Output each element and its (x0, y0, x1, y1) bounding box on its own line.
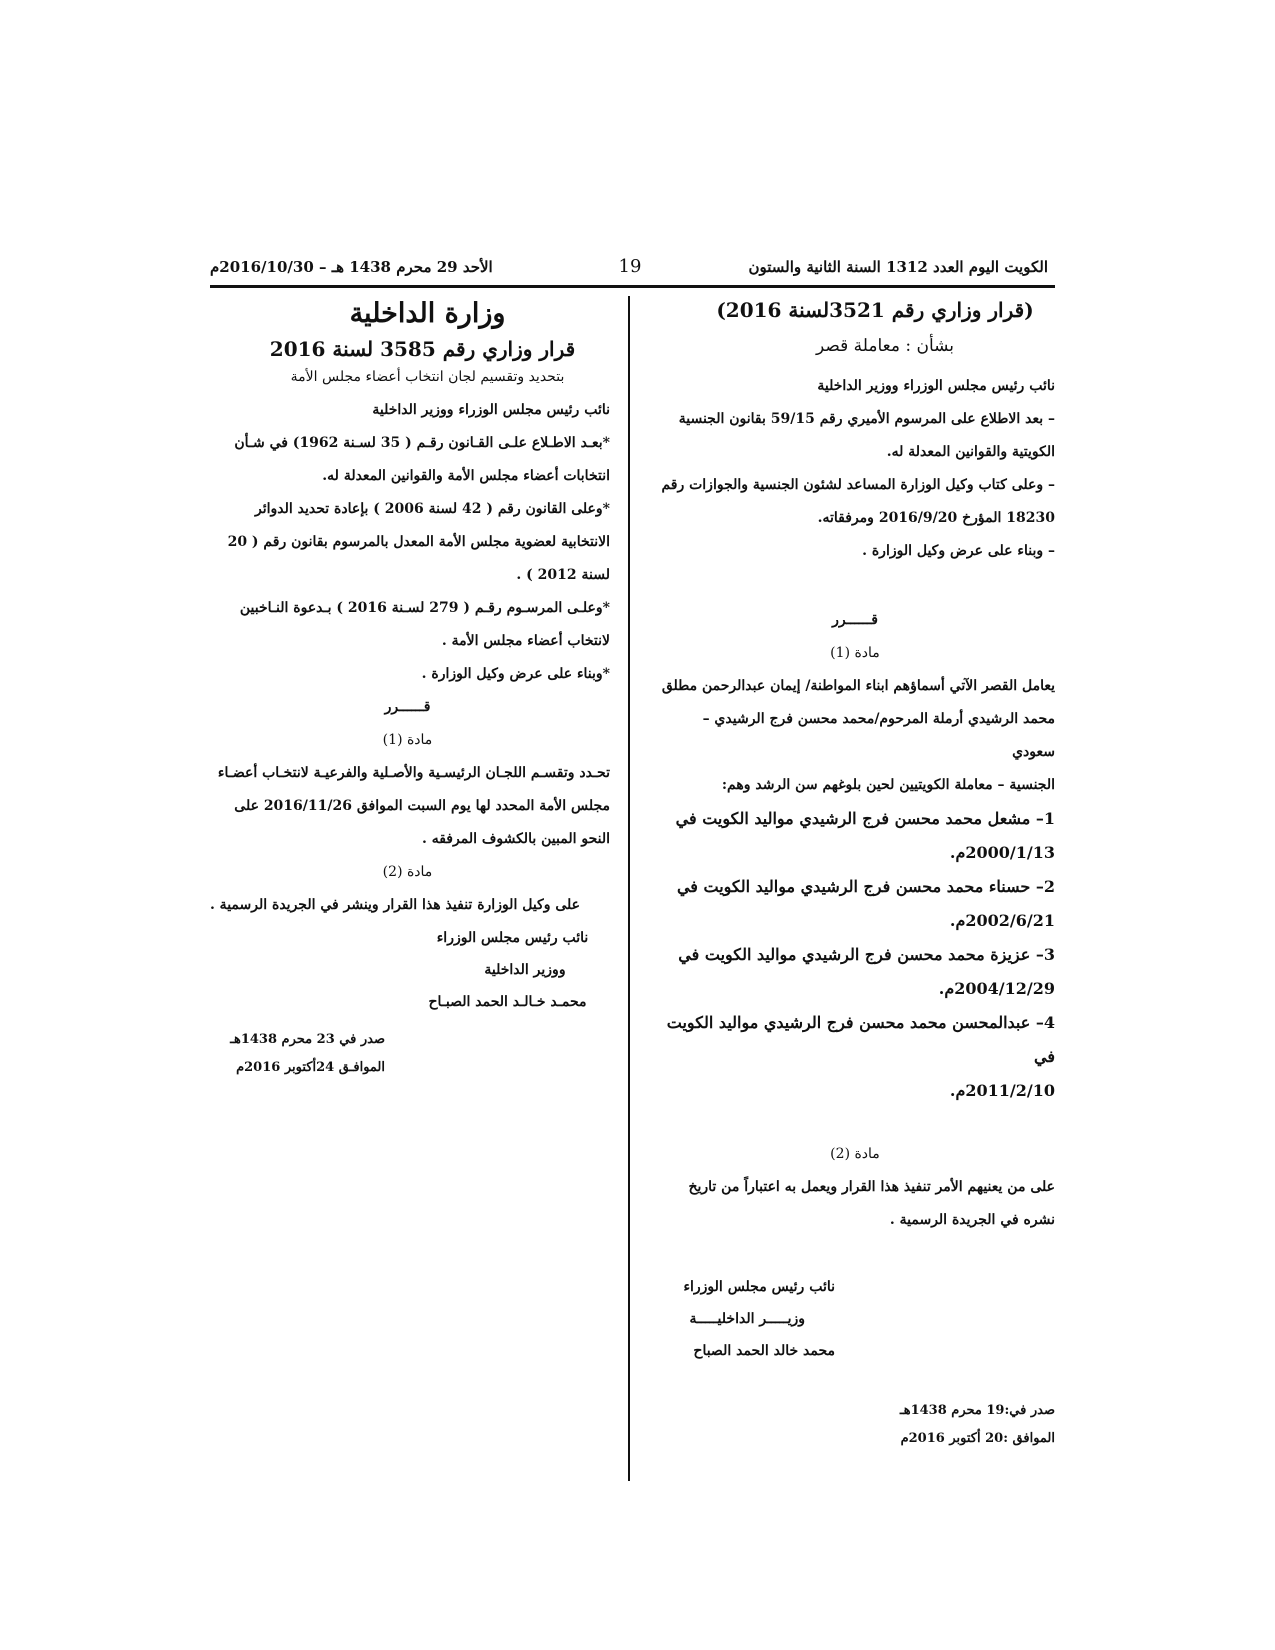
signature-block (205, 922, 610, 1018)
issued-line: صدر في 23 محرم 1438هـ (230, 1032, 385, 1047)
signature-line: محمـد خـالـد الحمد الصبـاح (428, 994, 587, 1010)
issued-line: الموافـق 24أكتوبر 2016م (236, 1060, 385, 1075)
list-item: 1– مشعل محمد محسن فرج الرشيدي مواليد الكويت في (675, 809, 1055, 828)
signature-line: وزيـــــر الداخليـــــة (689, 1311, 805, 1327)
article-line: محمد الرشيدي أرملة المرحوم/محمد محسن فرج الرشيدي – سعودي (702, 711, 1055, 760)
preamble (205, 427, 610, 691)
preamble-line: لانتخاب أعضاء مجلس الأمة . (441, 633, 610, 649)
decree-subject: بشأن : معاملة قصر (815, 336, 955, 356)
preamble-line: *وعلى القانون رقم ( 42 لسنة 2006 ) بإعادة تحديد الدوائر (254, 501, 610, 517)
signature-line: نائب رئيس مجلس الوزراء (683, 1279, 835, 1295)
issued-block (205, 1026, 610, 1082)
issued-line: صدر في:19 محرم 1438هـ (899, 1403, 1055, 1418)
article-line: على من يعنيهم الأمر تنفيذ هذا القرار ويعمل به اعتباراً من تاريخ (688, 1179, 1055, 1195)
header-date: الأحد 29 محرم 1438 هـ – 2016/10/30م (210, 258, 493, 276)
decided-heading: قــــــرر (832, 612, 878, 628)
running-header (210, 258, 1048, 288)
list-item: 2– حسناء محمد محسن فرج الرشيدي مواليد الكويت في (676, 877, 1055, 896)
issuer: نائب رئيس مجلس الوزراء ووزير الداخلية (817, 378, 1055, 394)
preamble-line: – بعد الاطلاع على المرسوم الأميري رقم 59/15 بقانون الجنسية (678, 411, 1055, 427)
decided-heading: قــــــرر (384, 699, 431, 715)
minors-list (655, 802, 1055, 1108)
signature-block (655, 1271, 1055, 1367)
article-line: مجلس الأمة المحدد لها يوم السبت الموافق 2016/11/26 على (234, 798, 610, 814)
preamble-line: *بعـد الاطـلاع علـى القـانون رقـم ( 35 لسـنة 1962) في شـأن (234, 435, 610, 451)
issued-line: الموافق :20 أكتوبر 2016م (900, 1431, 1055, 1446)
decree-title: قرار وزاري رقم 3585 لسنة 2016 (269, 337, 576, 361)
preamble-line: انتخابات أعضاء مجلس الأمة والقوانين المعدلة له. (322, 468, 610, 484)
article-1-text (205, 757, 610, 856)
journal-issue: الكويت اليوم العدد 1312 السنة الثانية والستون (748, 258, 1048, 276)
article-heading: مادة (2) (830, 1146, 880, 1162)
decree-title: (قرار وزاري رقم 3521لسنة 2016) (716, 298, 1034, 322)
list-item-date: 2002/6/21م. (949, 911, 1055, 930)
list-item-date: 2004/12/29م. (938, 979, 1055, 998)
decree-subject: بتحديد وتقسيم لجان انتخاب أعضاء مجلس الأمة (290, 369, 565, 385)
column-divider (628, 296, 630, 1481)
preamble-line: *وبناء على عرض وكيل الوزارة . (421, 666, 610, 682)
list-item-date: 2000/1/13م. (949, 843, 1055, 862)
page-number: 19 (618, 256, 642, 277)
ministry-title: وزارة الداخلية (349, 298, 506, 329)
issued-block (655, 1397, 1055, 1453)
article-heading: مادة (2) (382, 864, 433, 880)
issuer: نائب رئيس مجلس الوزراء ووزير الداخلية (372, 402, 610, 418)
right-column (655, 298, 1055, 1453)
signature-line: ووزير الداخلية (484, 962, 566, 978)
header-rule (210, 285, 1055, 288)
preamble-line: الكويتية والقوانين المعدلة له. (886, 444, 1055, 460)
article-2-text: على وكيل الوزارة تنفيذ هذا القرار وينشر في الجريدة الرسمية . (209, 897, 580, 913)
article-line: يعامل القصر الآتي أسماؤهم ابناء المواطنة/ إيمان عبدالرحمن مطلق (661, 678, 1055, 694)
article-heading: مادة (1) (382, 732, 433, 748)
article-1-text (655, 670, 1055, 802)
preamble-line: – وعلى كتاب وكيل الوزارة المساعد لشئون الجنسية والجوازات رقم (661, 477, 1055, 493)
preamble-line: – وبناء على عرض وكيل الوزارة . (862, 543, 1055, 559)
article-line: نشره في الجريدة الرسمية . (889, 1212, 1055, 1228)
preamble-line: الانتخابية لعضوية مجلس الأمة المعدل بالمرسوم بقانون رقم ( 20 (227, 534, 610, 550)
list-item: 4– عبدالمحسن محمد محسن فرج الرشيدي مواليد الكويت في (666, 1013, 1055, 1066)
article-line: الجنسية – معاملة الكويتيين لحين بلوغهم سن الرشد وهم: (721, 777, 1055, 793)
article-line: تحـدد وتقسـم اللجـان الرئيسـية والأصـلية والفرعيـة لانتخـاب أعضـاء (217, 765, 610, 781)
preamble-line: لسنة 2012 ) . (516, 567, 610, 583)
signature-line: نائب رئيس مجلس الوزراء (436, 930, 589, 946)
article-line: النحو المبين بالكشوف المرفقه . (421, 831, 610, 847)
signature-line: محمد خالد الحمد الصباح (693, 1343, 835, 1359)
left-column (205, 298, 610, 1082)
list-item-date: 2011/2/10م. (949, 1081, 1055, 1100)
article-heading: مادة (1) (830, 645, 880, 661)
preamble-line: 18230 المؤرخ 2016/9/20 ومرفقاته. (817, 510, 1055, 526)
list-item: 3– عزيزة محمد محسن فرج الرشيدي مواليد الكويت في (678, 945, 1055, 964)
preamble (655, 403, 1055, 568)
preamble-line: *وعلـى المرسـوم رقـم ( 279 لسـنة 2016 ) بـدعوة النـاخبين (239, 600, 610, 616)
article-2-text (655, 1171, 1055, 1237)
